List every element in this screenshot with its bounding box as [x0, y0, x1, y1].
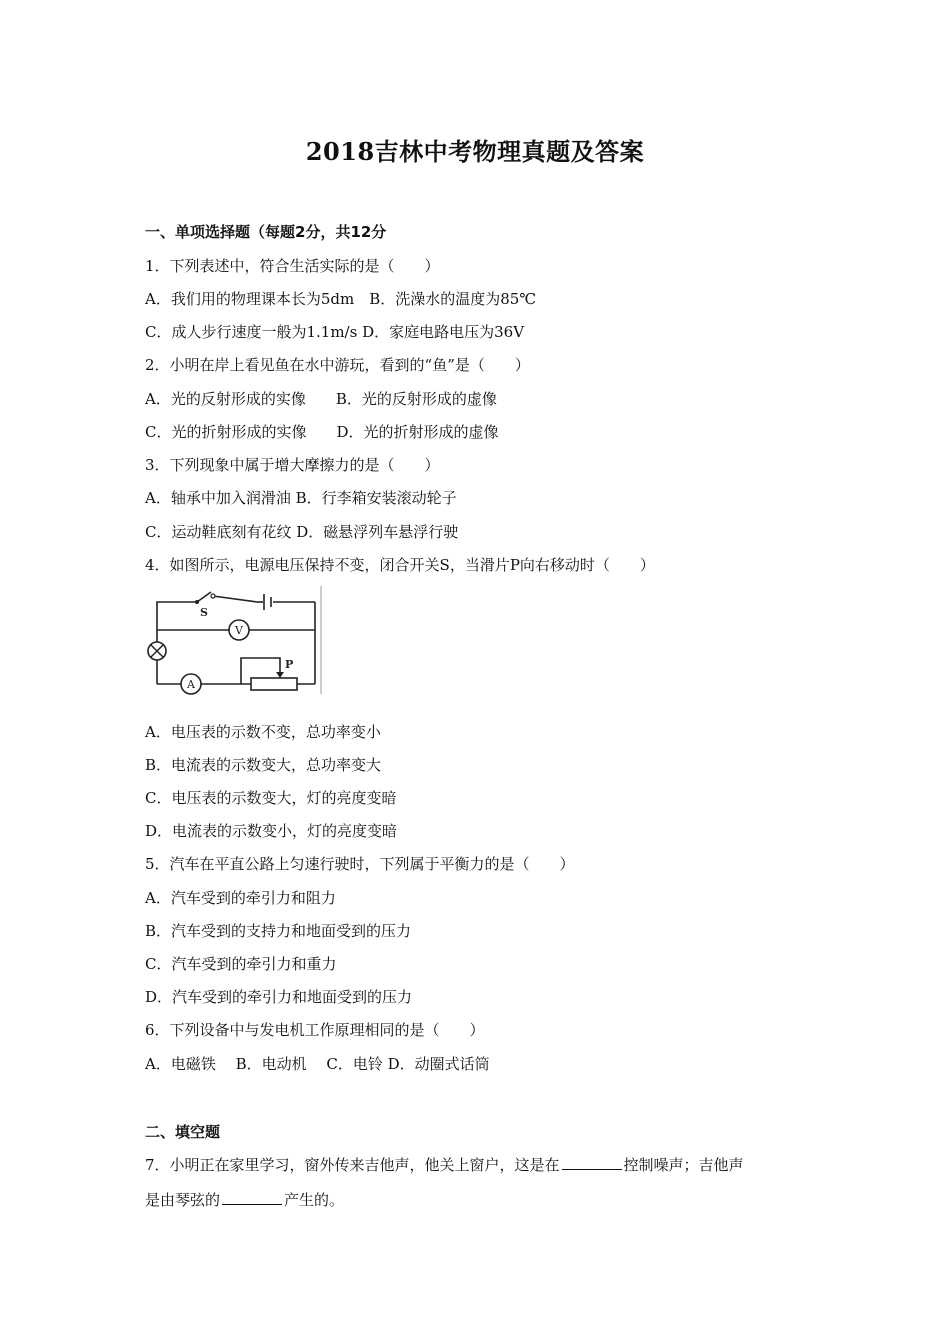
question-3-option-cd: C．运动鞋底刻有花纹 D．磁悬浮列车悬浮行驶	[145, 523, 459, 541]
question-7-text-2: 控制噪声；吉他声	[623, 1156, 744, 1174]
question-1-option-ab: A．我们用的物理课本长为5dm B．洗澡水的温度为85℃	[145, 290, 537, 308]
question-4-option-c: C．电压表的示数变大，灯的亮度变暗	[145, 789, 397, 807]
question-7-text-3: 是由琴弦的	[145, 1191, 221, 1209]
question-4-option-a: A．电压表的示数不变，总功率变小	[145, 723, 381, 741]
question-6-options: A．电磁铁 B．电动机 C．电铃 D．动圈式话筒	[145, 1055, 490, 1073]
question-4-stem: 4．如图所示，电源电压保持不变，闭合开关S，当滑片P向右移动时（ ）	[145, 556, 655, 574]
question-2-option-ab: A．光的反射形成的实像 B．光的反射形成的虚像	[145, 390, 497, 408]
circuit-wire-top-left	[157, 602, 197, 630]
question-2-option-cd: C．光的折射形成的实像 D．光的折射形成的虚像	[145, 423, 499, 441]
question-2-stem: 2．小明在岸上看见鱼在水中游玩，看到的“鱼”是（ ）	[145, 356, 530, 374]
slider-arrow-icon	[276, 672, 284, 678]
question-7-line-1	[145, 1155, 744, 1175]
voltmeter-label: V	[235, 624, 243, 637]
circuit-wire-switch-to-battery	[213, 596, 257, 602]
question-5-option-b: B．汽车受到的支持力和地面受到的压力	[145, 922, 412, 940]
answer-blank-1	[562, 1155, 622, 1170]
question-7-text-1: 7．小明正在家里学习，窗外传来吉他声，他关上窗户，这是在	[145, 1156, 560, 1174]
circuit-diagram	[145, 584, 325, 696]
question-3-stem: 3．下列现象中属于增大摩擦力的是（ ）	[145, 456, 440, 474]
section-heading-fill-blank: 二、填空题	[145, 1123, 221, 1141]
answer-blank-2	[222, 1190, 282, 1205]
question-7-text-4: 产生的。	[284, 1191, 345, 1209]
rheostat-body	[251, 678, 297, 690]
question-5-stem: 5．汽车在平直公路上匀速行驶时，下列属于平衡力的是（ ）	[145, 855, 575, 873]
document-title: 2018吉林中考物理真题及答案	[305, 137, 645, 166]
slider-wire	[241, 658, 280, 684]
question-7-line-2	[145, 1190, 344, 1210]
question-4-option-b: B．电流表的示数变大，总功率变大	[145, 756, 382, 774]
switch-blade	[197, 592, 211, 602]
slider-label: P	[285, 658, 294, 671]
section-heading-choice: 一、单项选择题（每题2分，共12分	[145, 223, 387, 241]
question-5-option-a: A．汽车受到的牵引力和阻力	[145, 889, 336, 907]
question-5-option-d: D．汽车受到的牵引力和地面受到的压力	[145, 988, 413, 1006]
question-5-option-c: C．汽车受到的牵引力和重力	[145, 955, 337, 973]
question-4-option-d: D．电流表的示数变小，灯的亮度变暗	[145, 822, 398, 840]
question-6-stem: 6．下列设备中与发电机工作原理相同的是（ ）	[145, 1021, 485, 1039]
ammeter-label: A	[187, 678, 195, 691]
question-1-option-cd: C．成人步行速度一般为1.1m/s D．家庭电路电压为36V	[145, 323, 525, 341]
question-1-stem: 1．下列表述中，符合生活实际的是（ ）	[145, 257, 440, 275]
switch-label: S	[200, 606, 208, 619]
question-3-option-ab: A．轴承中加入润滑油 B．行李箱安装滚动轮子	[145, 489, 457, 507]
